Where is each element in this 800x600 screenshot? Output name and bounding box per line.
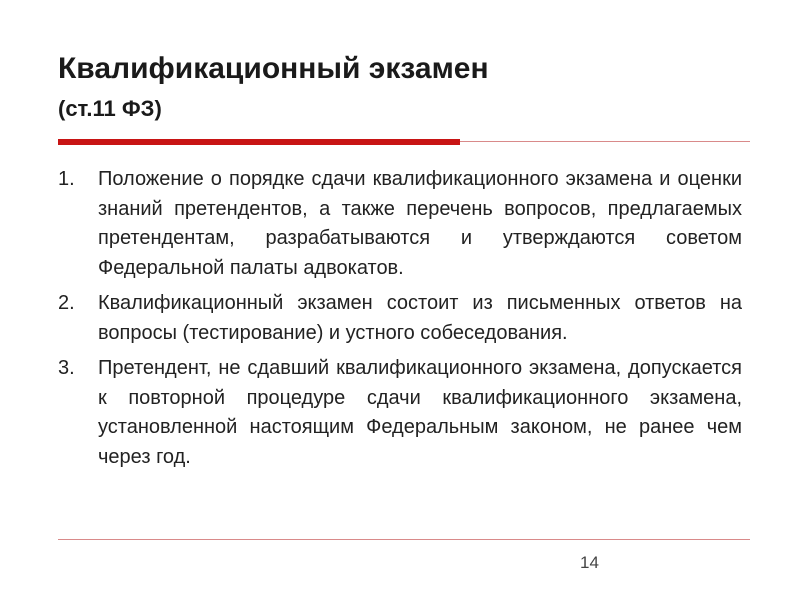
slide-body xyxy=(58,165,742,478)
page-number: 14 xyxy=(580,553,599,572)
list-item-number: 3. xyxy=(58,357,75,379)
list-item-number: 1. xyxy=(58,168,75,190)
list-item-text: Квалификационный экзамен состоит из письменных ответов на вопросы (тестирование) и устного собеседования. xyxy=(98,292,742,344)
slide-title: Квалификационный экзамен xyxy=(58,52,489,85)
slide-subtitle: (ст.11 ФЗ) xyxy=(58,96,162,121)
list-item-text: Претендент, не сдавший квалификационного экзамена, допускается к повторной процедуре сдачи квалификационного экзамена, установленной настоящим Федеральным законом, не ранее чем через год. xyxy=(98,357,742,468)
title-divider-accent xyxy=(58,139,460,145)
list-item-2 xyxy=(58,289,742,348)
list-item-number: 2. xyxy=(58,292,75,314)
footer-divider xyxy=(58,539,750,540)
list-item-3 xyxy=(58,354,742,472)
list-item-text: Положение о порядке сдачи квалификационного экзамена и оценки знаний претендентов, а также перечень вопросов, предлагаемых претендентам, разрабатываются и утверждаются советом Федеральной палаты адвокатов. xyxy=(98,168,742,279)
list-item-1 xyxy=(58,165,742,283)
title-block xyxy=(58,50,738,124)
